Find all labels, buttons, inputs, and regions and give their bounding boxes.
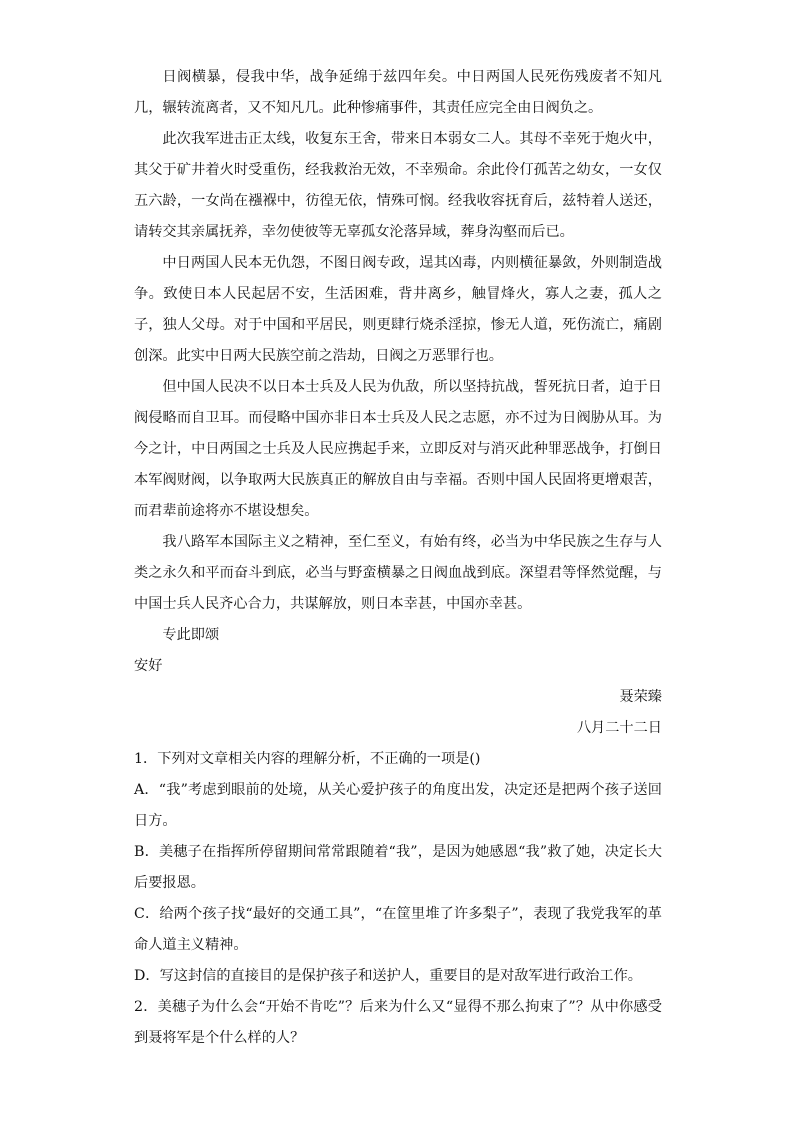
letter-date: 八月二十二日: [576, 720, 662, 736]
letter-paragraph-5: 我八路军本国际主义之精神，至仁至义，有始有终，必当为中华民族之生存与人类之永久和平而奋斗到底，必当与野蛮横暴之日阀血战到底。深望君等怿然觉醒，与中国士兵人民齐心合力，共谋解放，则日本幸甚，中国亦幸甚。: [134, 534, 662, 612]
question-1-option-c: C．给两个孩子找“最好的交通工具”，“在筐里堆了许多梨子”，表现了我党我军的革命人道主义精神。: [134, 906, 662, 953]
letter-paragraph-3: 中日两国人民本无仇怨，不图日阀专政，逞其凶毒，内则横征暴敛，外则制造战争。致使日本人民起居不安，生活困难，背井离乡，触冒烽火，寡人之妻，孤人之子，独人父母。对于中国和平居民，则更肆行烧杀淫掠，惨无人道，死伤流亡，痛剧创深。此实中日两大民族空前之浩劫，日阀之万恶罪行也。: [134, 255, 662, 364]
question-1-option-b: B．美穗子在指挥所停留期间常常跟随着“我”，是因为她感恩“我”救了她，决定长大后要报恩。: [134, 844, 662, 891]
question-1-option-a: A．“我”考虑到眼前的处境，从关心爱护孩子的角度出发，决定还是把两个孩子送回日方。: [134, 782, 662, 829]
question-1-stem: 1．下列对文章相关内容的理解分析，不正确的一项是(): [134, 751, 481, 767]
question-1-option-d: D．写这封信的直接目的是保护孩子和送护人，重要目的是对敌军进行政治工作。: [134, 968, 642, 984]
document-content: [134, 62, 662, 1054]
letter-closing-salutation: 专此即颂: [162, 627, 220, 643]
letter-closing-greeting: 安好: [134, 658, 163, 674]
letter-paragraph-4: 但中国人民决不以日本士兵及人民为仇敌，所以坚持抗战，誓死抗日者，迫于日阀侵略而自卫耳。而侵略中国亦非日本士兵及人民之志愿，亦不过为日阀胁从耳。为今之计，中日两国之士兵及人民应携起手来，立即反对与消灭此种罪恶战争，打倒日本军阀财阀，以争取两大民族真正的解放自由与幸福。否则中国人民固将更增艰苦，而君辈前途将亦不堪设想矣。: [134, 379, 662, 519]
letter-paragraph-1: 日阀横暴，侵我中华，战争延绵于兹四年矣。中日两国人民死伤残废者不知凡几，辗转流离者，又不知凡几。此种惨痛事件，其责任应完全由日阀负之。: [134, 69, 662, 116]
letter-signature: 聂荣臻: [619, 689, 662, 705]
question-2-stem: 2．美穗子为什么会“开始不肯吃”？后来为什么又“显得不那么拘束了”？从中你感受到聂将军是个什么样的人？: [134, 999, 662, 1046]
letter-paragraph-2: 此次我军进击正太线，收复东王舍，带来日本弱女二人。其母不幸死于炮火中，其父于矿井着火时受重伤，经我救治无效，不幸殒命。余此伶仃孤苦之幼女，一女仅五六龄，一女尚在襁褓中，彷徨无依，情殊可悯。经我收容抚育后，兹特着人送还，请转交其亲属抚养，幸勿使彼等无辜孤女沦落异域，葬身沟壑而后已。: [134, 131, 662, 240]
